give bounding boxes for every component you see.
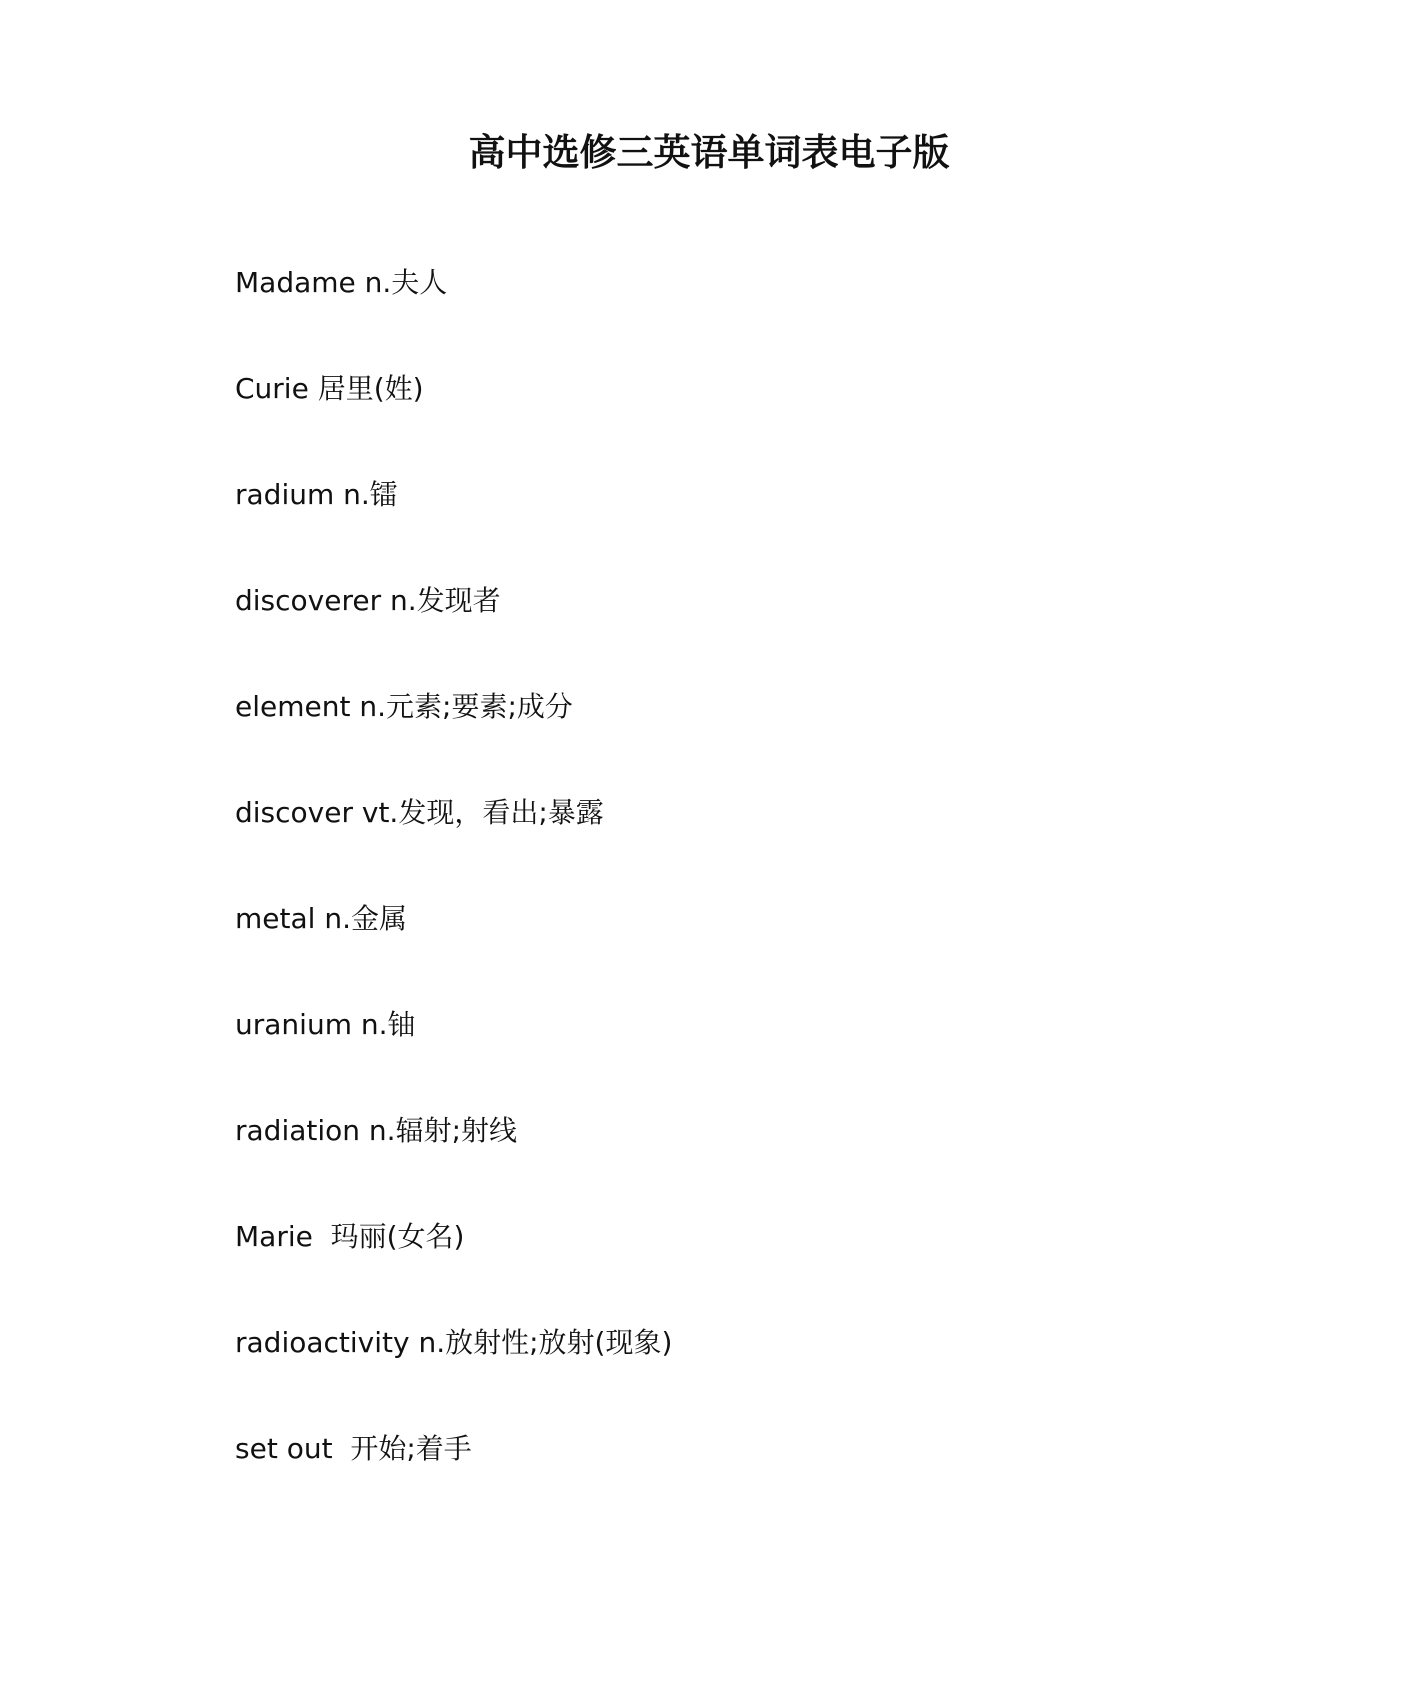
vocabulary-entry: element n.元素;要素;成分 bbox=[235, 690, 573, 723]
vocabulary-entry: metal n.金属 bbox=[235, 902, 407, 935]
page-title: 高中选修三英语单词表电子版 bbox=[468, 131, 950, 174]
vocabulary-entry: radioactivity n.放射性;放射(现象) bbox=[235, 1326, 673, 1359]
vocabulary-entry: discover vt.发现，看出;暴露 bbox=[235, 796, 604, 829]
vocabulary-entry: Curie 居里(姓) bbox=[235, 372, 424, 405]
vocabulary-entry: radium n.镭 bbox=[235, 478, 398, 511]
vocabulary-list bbox=[235, 258, 672, 1530]
vocabulary-entry: radiation n.辐射;射线 bbox=[235, 1114, 517, 1147]
vocabulary-entry: discoverer n.发现者 bbox=[235, 584, 501, 617]
vocabulary-entry: Madame n.夫人 bbox=[235, 266, 448, 299]
vocabulary-entry: Marie 玛丽(女名) bbox=[235, 1220, 465, 1253]
vocabulary-entry: set out 开始;着手 bbox=[235, 1432, 472, 1465]
vocabulary-entry: uranium n.铀 bbox=[235, 1008, 416, 1041]
